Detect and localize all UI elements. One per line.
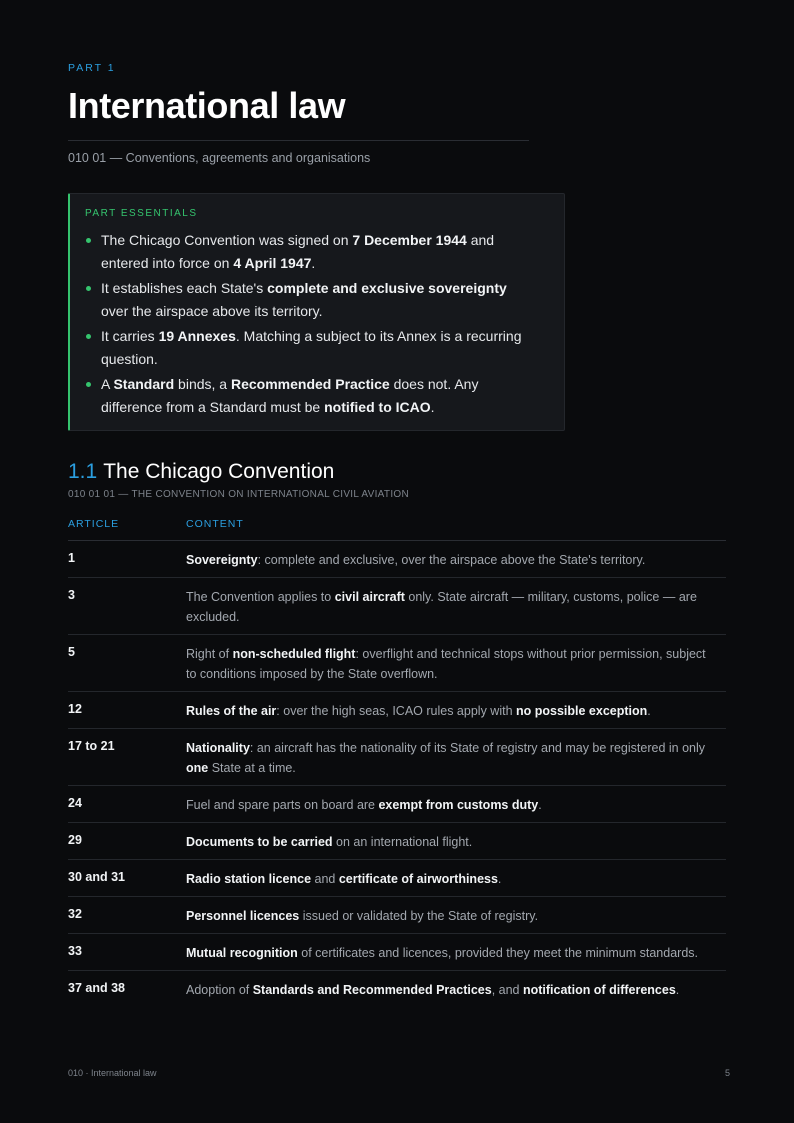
essentials-list [85, 229, 535, 421]
table-row [68, 934, 726, 971]
article-content [186, 692, 716, 728]
column-header-content: CONTENT [186, 518, 244, 530]
title-divider [68, 140, 529, 141]
emphasis-text: Radio station licence [186, 872, 312, 886]
article-content [186, 578, 716, 634]
text-run: Adoption of [186, 983, 253, 997]
text-run: Fuel and spare parts on board are [186, 798, 379, 812]
section-number: 1.1 [68, 460, 98, 483]
emphasis-text: Documents to be carried [186, 835, 333, 849]
article-number: 30 and 31 [68, 870, 125, 884]
text-run: : over the high seas, ICAO rules apply with [276, 704, 516, 718]
emphasis-text: Standards and Recommended Practices [252, 983, 492, 997]
section-heading [68, 459, 334, 485]
page-number: 5 [725, 1068, 731, 1078]
article-content [186, 823, 716, 859]
bullet-icon [86, 286, 91, 291]
emphasis-text: Mutual recognition [186, 946, 298, 960]
table-row [68, 635, 726, 692]
emphasis-text: 7 December 1944 [352, 232, 467, 248]
table-row [68, 786, 726, 823]
bullet-icon [86, 238, 91, 243]
table-row [68, 971, 726, 1007]
column-header-article: ARTICLE [68, 518, 120, 530]
text-run: on an international flight. [332, 835, 473, 849]
emphasis-text: certificate of airworthiness [338, 872, 498, 886]
text-run: . [675, 983, 680, 997]
essentials-item [85, 373, 535, 419]
articles-table [68, 518, 726, 1007]
section-title: The Chicago Convention [103, 460, 335, 483]
text-run: State at a time. [208, 761, 296, 775]
text-run: binds, a [174, 376, 231, 392]
article-number: 29 [68, 833, 82, 847]
text-run: . [647, 704, 651, 718]
text-run: , and [491, 983, 523, 997]
table-row [68, 897, 726, 934]
table-row [68, 541, 726, 578]
table-row [68, 823, 726, 860]
table-row [68, 729, 726, 786]
text-run: . [497, 872, 502, 886]
text-run: . [538, 798, 542, 812]
text-run: of certificates and licences, provided they meet the minimum standards. [297, 946, 699, 960]
text-run: A [101, 376, 114, 392]
article-number: 1 [68, 551, 75, 565]
text-run: over the airspace above its territory. [101, 303, 323, 319]
article-number: 5 [68, 645, 75, 659]
text-run: : overflight and technical stops without prior permission, subject to conditions imposed by the State overflown. [186, 647, 706, 681]
text-run: issued or validated by the State of registry. [299, 909, 539, 923]
emphasis-text: Nationality [186, 741, 250, 755]
emphasis-text: exempt from customs duty [378, 798, 539, 812]
page-subtitle: 010 01 — Conventions, agreements and organisations [68, 151, 371, 165]
text-run: . Matching a subject to its Annex is a recurring question. [101, 328, 522, 367]
table-header [68, 518, 726, 541]
emphasis-text: Standard [113, 376, 175, 392]
essentials-label: PART ESSENTIALS [85, 208, 198, 219]
text-run: : an aircraft has the nationality of its State of registry and may be registered in only [249, 741, 706, 755]
article-number: 3 [68, 588, 75, 602]
article-number: 32 [68, 907, 82, 921]
emphasis-text: Sovereignty [186, 553, 258, 567]
emphasis-text: civil aircraft [334, 590, 405, 604]
table-row [68, 860, 726, 897]
text-run: . [430, 399, 435, 415]
emphasis-text: notified to ICAO [324, 399, 431, 415]
part-essentials-box [68, 193, 565, 431]
emphasis-text: one [186, 761, 209, 775]
emphasis-text: complete and exclusive sovereignty [267, 280, 507, 296]
text-run: only. State aircraft — military, customs, police — are excluded. [186, 590, 697, 624]
table-row [68, 692, 726, 729]
bullet-icon [86, 334, 91, 339]
page-title: International law [68, 85, 346, 126]
emphasis-text: non-scheduled flight [232, 647, 356, 661]
bullet-icon [86, 382, 91, 387]
emphasis-text: Personnel licences [186, 909, 300, 923]
emphasis-text: 4 April 1947 [233, 255, 312, 271]
text-run: The Convention applies to [186, 590, 335, 604]
article-content [186, 786, 716, 822]
emphasis-text: notification of differences [522, 983, 676, 997]
table-body [68, 541, 726, 1007]
article-number: 12 [68, 702, 82, 716]
text-run: : complete and exclusive, over the airspace above the State's territory. [257, 553, 646, 567]
article-content [186, 897, 716, 933]
article-content [186, 934, 716, 970]
article-number: 24 [68, 796, 82, 810]
article-content [186, 541, 716, 577]
emphasis-text: Rules of the air [186, 704, 277, 718]
article-content [186, 635, 716, 691]
text-run: does not. Any difference from a Standard must be [101, 376, 479, 415]
article-number: 37 and 38 [68, 981, 125, 995]
essentials-item [85, 325, 535, 371]
article-content [186, 729, 716, 785]
text-run: It establishes each State's [101, 280, 268, 296]
table-row [68, 578, 726, 635]
part-eyebrow: PART 1 [68, 62, 116, 74]
article-number: 17 to 21 [68, 739, 115, 753]
article-content [186, 860, 716, 896]
essentials-item [85, 277, 535, 323]
text-run: and [311, 872, 339, 886]
article-content [186, 971, 716, 1007]
text-run: Right of [186, 647, 233, 661]
text-run: It carries [101, 328, 159, 344]
text-run: . [311, 255, 316, 271]
emphasis-text: no possible exception [516, 704, 648, 718]
emphasis-text: 19 Annexes [158, 328, 236, 344]
article-number: 33 [68, 944, 82, 958]
emphasis-text: Recommended Practice [230, 376, 390, 392]
footer-label: 010 · International law [68, 1068, 157, 1078]
text-run: The Chicago Convention was signed on [101, 232, 353, 248]
text-run: and entered into force on [101, 232, 495, 271]
section-subtitle: 010 01 01 — THE CONVENTION ON INTERNATIONAL CIVIL AVIATION [68, 489, 409, 500]
essentials-item [85, 229, 535, 275]
